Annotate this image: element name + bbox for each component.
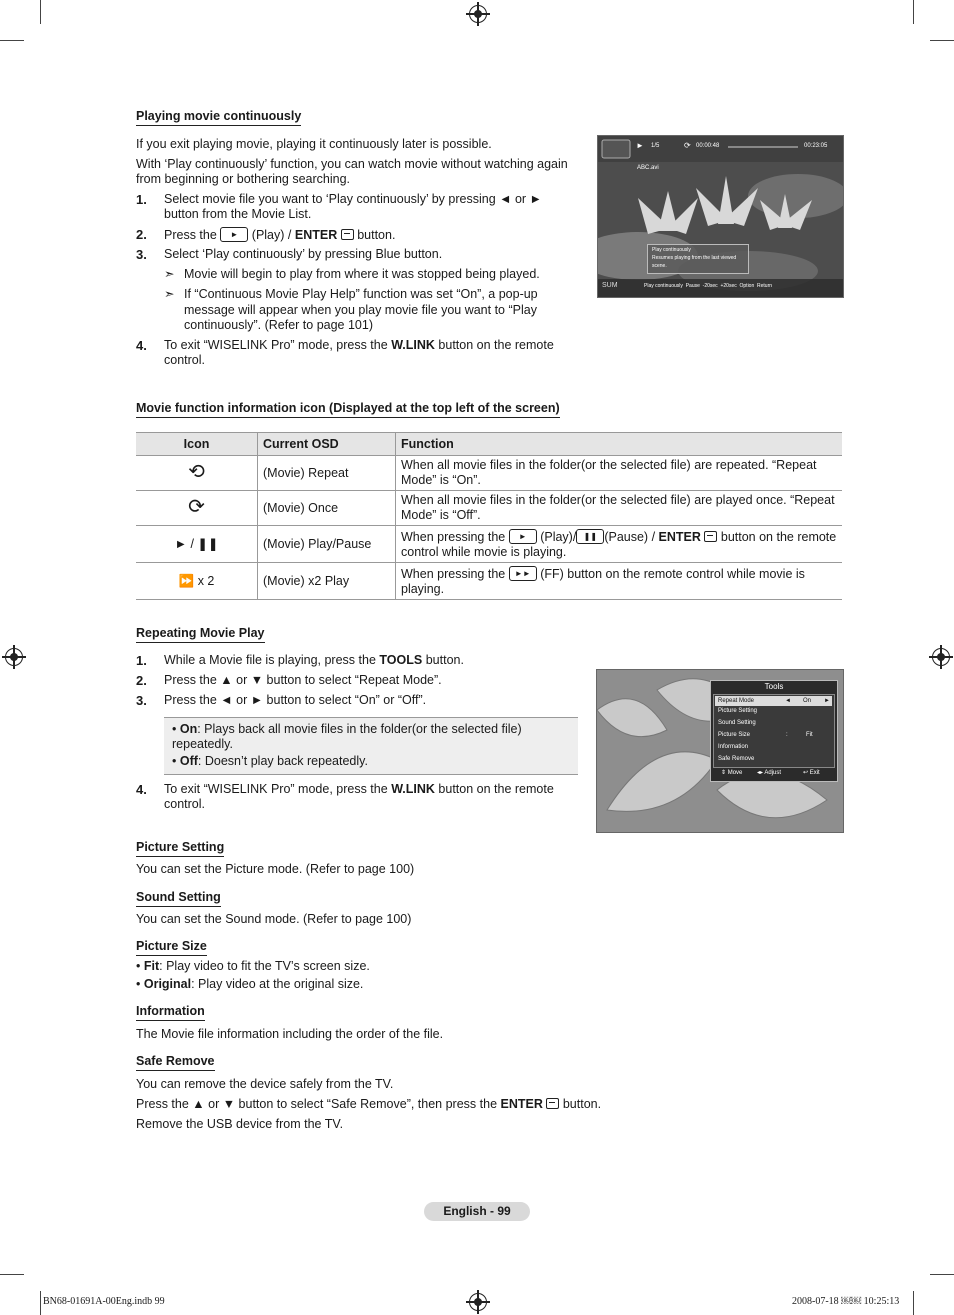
- enter-label: ENTER: [294, 228, 338, 242]
- step-text-part: To exit “WISELINK Pro” mode, press the: [164, 338, 388, 352]
- crop-mark: [0, 1274, 24, 1275]
- step-text: [164, 782, 574, 812]
- intro-paragraph: With ‘Play continuously’ function, you can watch movie without watching again from beginning or bothering searching.: [136, 157, 568, 186]
- header-current-osd: Current OSD: [258, 433, 396, 456]
- repeat-icon: ⟳: [684, 141, 691, 150]
- player-control-bar: [644, 283, 842, 289]
- func-text: (FF) button on the remote control while movie is playing.: [401, 566, 805, 596]
- menu-item-picture-setting[interactable]: Picture Setting: [718, 708, 758, 714]
- file-count: 1/5: [651, 143, 660, 149]
- step-number: 2.: [136, 227, 147, 242]
- pause-label[interactable]: Pause: [685, 283, 700, 289]
- func-text: When pressing the: [401, 566, 506, 581]
- play-button-icon: ►: [220, 227, 248, 242]
- step-number: 3.: [136, 247, 147, 262]
- step-text: Select ‘Play continuously’ by pressing Blue button.: [164, 247, 443, 261]
- option-on: • On: Plays back all movie files in the folder(or the selected file) repeatedly.: [172, 722, 522, 751]
- enter-label: ENTER: [500, 1097, 543, 1111]
- step-text-part: button on the remote control.: [164, 782, 554, 811]
- step-text-part: Press the: [164, 228, 217, 242]
- section-title-repeating-movie-play: Repeating Movie Play: [136, 626, 265, 643]
- fast-forward-icon: ⏩: [178, 573, 195, 588]
- exit-hint[interactable]: ↩ Exit: [803, 770, 820, 776]
- step-text: Press the ▲ or ▼ button to select “Repeat Mode”.: [164, 673, 442, 687]
- note-arrow-icon: ➣: [164, 267, 175, 281]
- popup-body: Resumes playing from the last viewed scene.: [652, 255, 737, 269]
- picture-setting-text: You can set the Picture mode. (Refer to page 100): [136, 862, 415, 876]
- popup-title: Play continuously: [652, 247, 691, 253]
- menu-item-information[interactable]: Information: [718, 744, 749, 750]
- step-text-part: To exit “WISELINK Pro” mode, press the: [164, 782, 388, 796]
- tools-label: TOOLS: [379, 653, 423, 667]
- option-label[interactable]: Option: [739, 283, 755, 289]
- movie-player-screenshot: [597, 135, 844, 298]
- pause-button-icon: ❚❚: [576, 529, 604, 544]
- fit-desc: : Play video to fit the TV’s screen size.: [159, 959, 370, 973]
- row-osd: (Movie) Play/Pause: [258, 526, 396, 563]
- tools-title: Tools: [764, 682, 784, 691]
- note-arrow-icon: ➣: [164, 287, 175, 301]
- original-desc: : Play video at the original size.: [191, 977, 364, 991]
- arrow-right-icon[interactable]: ►: [824, 698, 830, 704]
- step-text: [164, 227, 564, 243]
- rewind-label[interactable]: -20sec: [702, 283, 718, 289]
- menu-item-label: Repeat Mode: [718, 698, 755, 704]
- tools-menu-screenshot: [596, 669, 844, 833]
- information-text: The Movie file information including the order of the file.: [136, 1027, 444, 1041]
- crop-mark: [40, 1291, 41, 1315]
- step-text-part: button.: [357, 228, 396, 242]
- wlink-label: W.LINK: [391, 782, 435, 796]
- file-name: ABC.avi: [637, 165, 659, 171]
- table-row: [136, 456, 842, 491]
- step-number: 4.: [136, 782, 147, 797]
- crop-mark: [0, 40, 24, 41]
- safe-remove-text: You can remove the device safely from the TV.: [136, 1077, 394, 1091]
- menu-item-label: Picture Size: [718, 732, 751, 738]
- step-text: Select movie file you want to ‘Play continuously’ by pressing ◄ or ► button from the Movie List.: [164, 192, 542, 221]
- move-hint: ⇕ Move: [721, 770, 743, 776]
- option-key: Off: [179, 754, 198, 768]
- step-number: 2.: [136, 673, 147, 688]
- crop-mark: [40, 0, 41, 24]
- option-key: On: [179, 722, 198, 736]
- intro-paragraph: If you exit playing movie, playing it continuously later is possible.: [136, 137, 492, 151]
- safe-remove-part: button.: [562, 1097, 602, 1111]
- original-key: Original: [143, 977, 192, 991]
- footer-file-info: BN68-01691A-00Eng.indb 99: [43, 1296, 165, 1307]
- crop-mark: [930, 40, 954, 41]
- option-desc: : Plays back all movie files in the folder(or the selected file) repeatedly.: [172, 722, 522, 751]
- movie-function-table: [136, 432, 842, 600]
- crop-mark: [913, 1291, 914, 1315]
- move-label: Move: [727, 770, 743, 776]
- enter-label: ENTER: [658, 529, 701, 544]
- sound-setting-text: You can set the Sound mode. (Refer to page 100): [136, 912, 412, 926]
- table-header-row: [136, 433, 842, 456]
- current-time: 00:00:48: [696, 143, 720, 149]
- step-text: Press the ◄ or ► button to select “On” or “Off”.: [164, 693, 427, 707]
- page-number-badge: English - 99: [424, 1202, 530, 1221]
- picture-size-separator: :: [786, 732, 788, 738]
- step-number: 1.: [136, 192, 147, 207]
- func-text: (Play)/: [540, 529, 577, 544]
- x2-label: x 2: [197, 573, 215, 588]
- option-desc: : Doesn’t play back repeatedly.: [197, 754, 368, 768]
- menu-item-repeat-mode[interactable]: [715, 696, 832, 706]
- fit-key: Fit: [143, 959, 160, 973]
- registration-mark-icon: [932, 648, 950, 666]
- registration-mark-icon: [469, 1293, 487, 1311]
- section-title-movie-function-icon: Movie function information icon (Displayed at the top left of the screen): [136, 401, 560, 418]
- func-text: (Pause) /: [604, 529, 656, 544]
- crop-mark: [930, 1274, 954, 1275]
- step-text-part: button.: [425, 653, 464, 667]
- row-function: [396, 526, 843, 563]
- enter-icon: [546, 1098, 559, 1109]
- arrow-left-icon[interactable]: ◄: [785, 698, 791, 704]
- footer-timestamp: 2008-07-18 ￼￼ 10:25:13: [792, 1296, 900, 1307]
- adjust-hint: ◂▸ Adjust: [757, 770, 782, 776]
- once-icon: ⟳: [136, 491, 258, 526]
- step-text: [164, 338, 574, 368]
- step-number: 3.: [136, 693, 147, 708]
- tools-panel: [710, 680, 838, 782]
- return-label[interactable]: Return: [757, 283, 773, 289]
- section-title-picture-setting: Picture Setting: [136, 840, 224, 857]
- sum-label: SUM: [602, 282, 618, 289]
- table-row: [136, 526, 842, 563]
- row-function: When all movie files in the folder(or the selected file) are played once. “Repeat Mode” is “Off”.: [396, 491, 843, 526]
- step-text-part: button on the remote control.: [164, 338, 554, 367]
- registration-mark-icon: [5, 648, 23, 666]
- picture-size-fit: • Fit: Play video to fit the TV’s screen size.: [136, 959, 370, 973]
- repeat-icon: ⟲: [136, 456, 258, 491]
- step-number: 4.: [136, 338, 147, 353]
- menu-item-picture-size[interactable]: [718, 732, 828, 738]
- total-time: 00:23:05: [804, 143, 828, 149]
- table-row: [136, 563, 842, 600]
- table-row: [136, 491, 842, 526]
- enter-icon: [341, 229, 354, 240]
- adjust-label: Adjust: [764, 770, 782, 776]
- func-text: When pressing the: [401, 529, 506, 544]
- safe-remove-text: [136, 1097, 601, 1112]
- safe-remove-part: Press the ▲ or ▼ button to select “Safe Remove”, then press the: [136, 1097, 498, 1111]
- section-title-picture-size: Picture Size: [136, 939, 207, 956]
- step-text: [164, 653, 574, 668]
- func-text: button on the remote control while movie is playing.: [401, 529, 837, 559]
- x2-play-icon: [136, 563, 258, 600]
- row-osd: (Movie) Once: [258, 491, 396, 526]
- note-text: Movie will begin to play from where it was stopped being played.: [184, 267, 540, 281]
- repeat-mode-options-box: [164, 717, 578, 775]
- play-button-icon: ►: [509, 529, 537, 544]
- enter-icon: [704, 531, 717, 542]
- row-function: [396, 563, 843, 600]
- tools-items: [713, 694, 835, 768]
- note-text: If “Continuous Movie Play Help” function was set “On”, a pop-up message will appear when you play movie file you want to “Play continuously”. (Refer to page 101): [184, 287, 538, 332]
- repeat-mode-value: On: [803, 698, 812, 704]
- step-text-part: While a Movie file is playing, press the: [164, 653, 376, 667]
- section-title-safe-remove: Safe Remove: [136, 1054, 215, 1071]
- picture-size-value: Fit: [806, 732, 813, 738]
- forward-label[interactable]: +20sec: [720, 283, 737, 289]
- play-pause-icon: ► / ❚❚: [136, 526, 258, 563]
- section-title-information: Information: [136, 1004, 205, 1021]
- option-off: • Off: Doesn’t play back repeatedly.: [172, 754, 368, 768]
- row-osd: (Movie) x2 Play: [258, 563, 396, 600]
- picture-size-original: • Original: Play video at the original size.: [136, 977, 364, 991]
- row-osd: (Movie) Repeat: [258, 456, 396, 491]
- wlink-label: W.LINK: [391, 338, 435, 352]
- section-title-sound-setting: Sound Setting: [136, 890, 221, 907]
- play-continuously-popup: [647, 244, 749, 274]
- row-function: When all movie files in the folder(or the selected file) are repeated. “Repeat Mode” is “On”.: [396, 456, 843, 491]
- header-icon: Icon: [136, 433, 258, 456]
- step-text-part: (Play) /: [251, 228, 292, 242]
- crop-mark: [913, 0, 914, 24]
- ff-button-icon: ►►: [509, 566, 537, 581]
- step-number: 1.: [136, 653, 147, 668]
- registration-mark-icon: [469, 5, 487, 23]
- play-continuously-label[interactable]: Play continuously: [644, 283, 683, 289]
- header-function: Function: [396, 433, 843, 456]
- menu-item-sound-setting[interactable]: Sound Setting: [718, 720, 756, 726]
- section-title-playing-continuously: Playing movie continuously: [136, 109, 301, 126]
- exit-label: Exit: [809, 770, 820, 776]
- play-icon: ►: [636, 141, 644, 150]
- menu-item-safe-remove[interactable]: Safe Remove: [718, 756, 755, 762]
- safe-remove-text: Remove the USB device from the TV.: [136, 1117, 344, 1131]
